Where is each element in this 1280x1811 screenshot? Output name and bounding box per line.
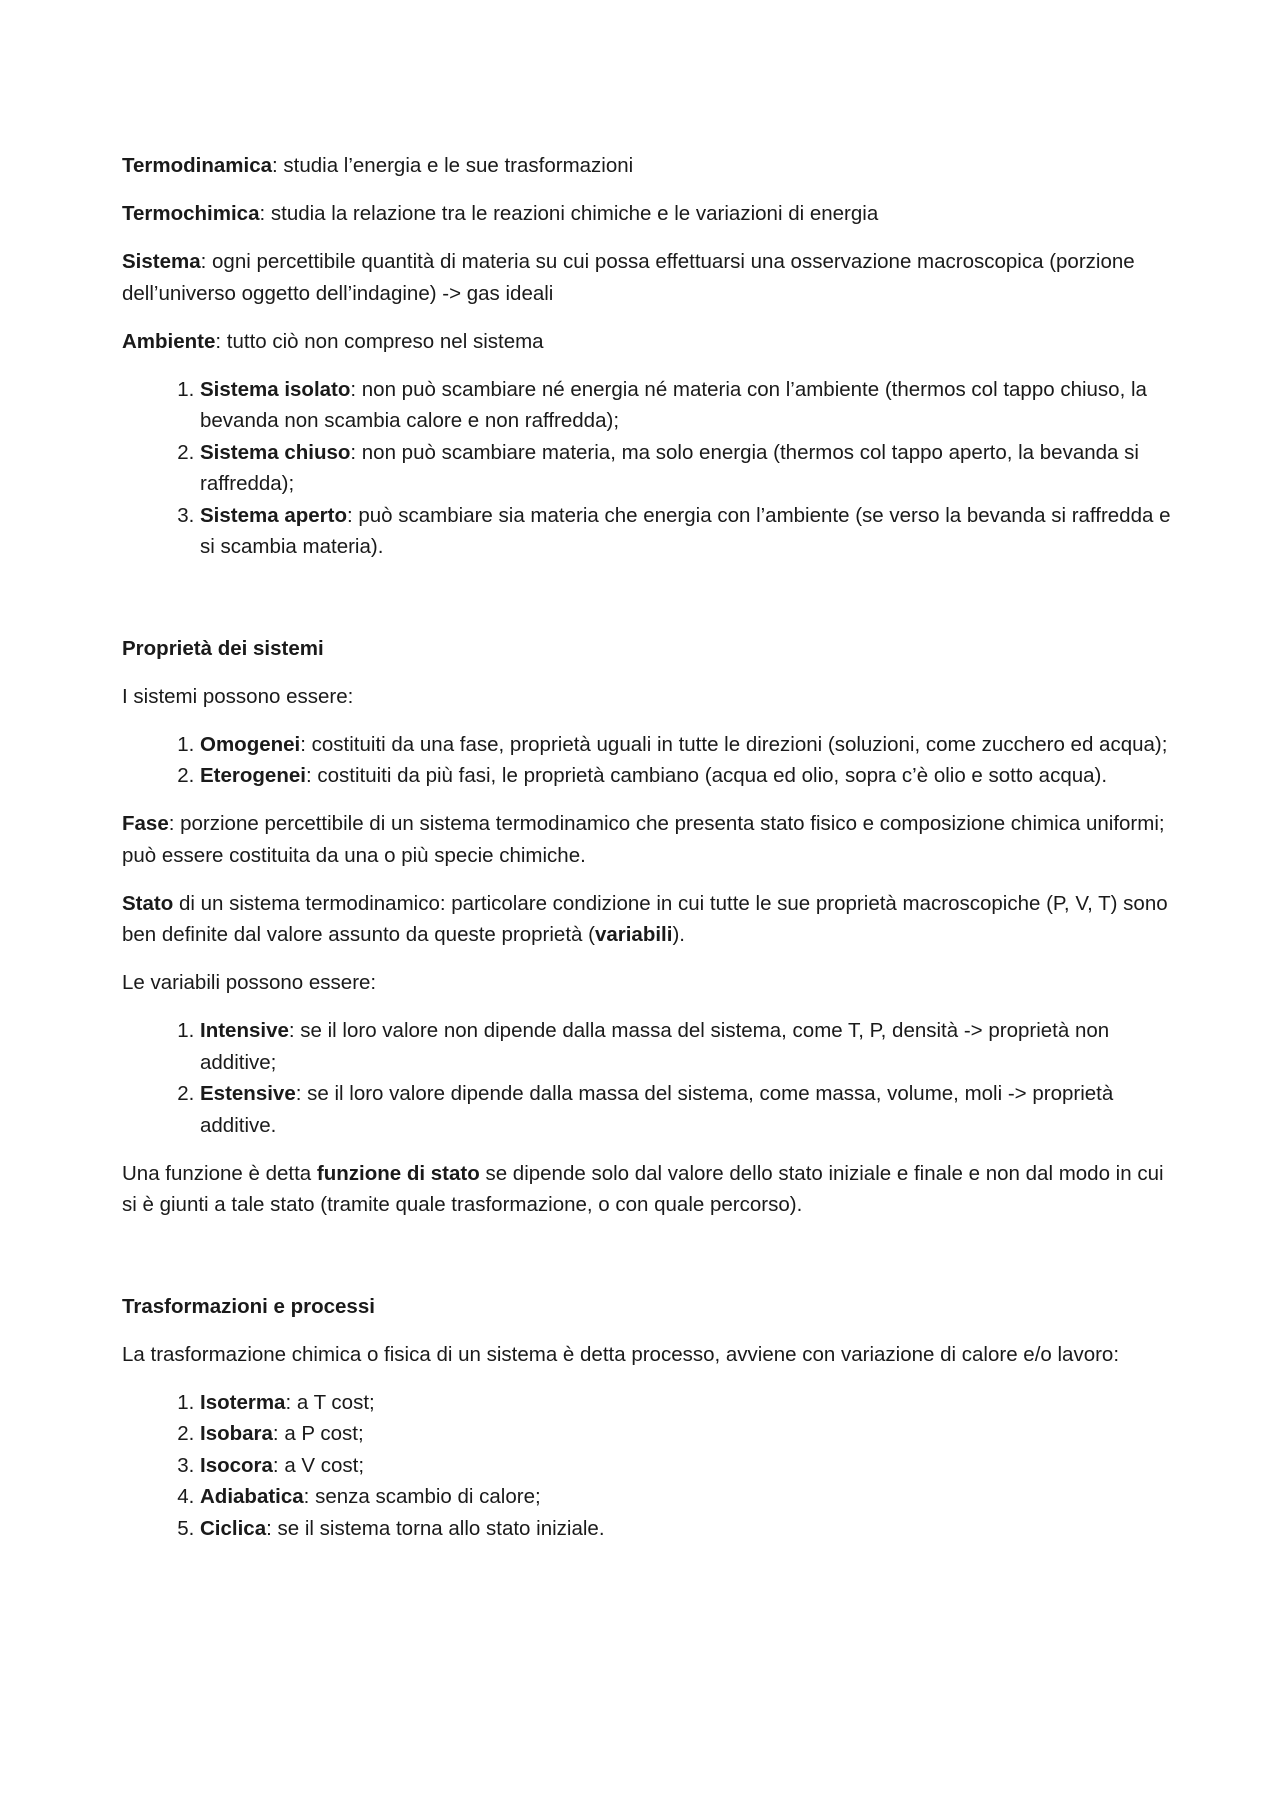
item-text: : se il loro valore dipende dalla massa del sistema, come massa, volume, moli -> proprietà additive.	[200, 1082, 1114, 1137]
term: funzione di stato	[316, 1161, 480, 1185]
term: Estensive	[200, 1082, 296, 1105]
list-item	[200, 1387, 1182, 1419]
term: Sistema aperto	[200, 503, 347, 527]
list-item	[200, 729, 1182, 761]
term: Termodinamica	[122, 154, 272, 177]
item-text: : non può scambiare né energia né materia con l’ambiente (thermos col tappo chiuso, la bevanda non scambia calore e non raffredda);	[200, 377, 1147, 432]
term: Adiabatica	[200, 1485, 304, 1508]
system-kinds-list	[122, 729, 1182, 792]
list-item	[200, 1418, 1182, 1450]
term: Sistema	[122, 250, 201, 273]
item-text: : a P cost;	[272, 1422, 364, 1445]
list-item	[200, 1015, 1182, 1078]
item-text: : costituiti da una fase, proprietà uguali in tutte le direzioni (soluzioni, come zucchero ed acqua);	[300, 732, 1168, 756]
list-item	[200, 760, 1182, 792]
definition-text: : studia la relazione tra le reazioni chimiche e le variazioni di energia	[259, 202, 879, 225]
item-text: : senza scambio di calore;	[303, 1485, 541, 1508]
item-text: : se il sistema torna allo stato iniziale.	[266, 1516, 605, 1540]
list-item	[200, 1481, 1182, 1513]
list-item	[200, 500, 1182, 563]
list-item	[200, 1078, 1182, 1141]
list-item	[200, 1513, 1182, 1545]
section-lead: La trasformazione chimica o fisica di un sistema è detta processo, avviene con variazione di calore e/o lavoro:	[122, 1342, 1120, 1366]
variables-lead: Le variabili possono essere:	[122, 971, 377, 994]
definition-text: di un sistema termodinamico: particolare condizione in cui tutte le sue proprietà macroscopiche (P, V, T) sono ben definite dal valore assunto da queste proprietà (	[122, 891, 1168, 946]
term: Ambiente	[122, 329, 216, 353]
term: Isoterma	[200, 1390, 286, 1414]
list-item	[200, 437, 1182, 500]
list-item	[200, 374, 1182, 437]
term: Sistema chiuso	[200, 440, 351, 464]
section-lead: I sistemi possono essere:	[122, 684, 354, 708]
definition-text: : porzione percettibile di un sistema termodinamico che presenta stato fisico e composizione chimica uniformi; può essere costituita da una o più specie chimiche.	[122, 812, 1165, 867]
definition-text: : studia l’energia e le sue trasformazioni	[272, 154, 634, 177]
term: Isocora	[200, 1453, 273, 1477]
item-text: : costituiti da più fasi, le proprietà cambiano (acqua ed olio, sopra c’è olio e sotto acqua).	[305, 764, 1108, 787]
transformations-list	[122, 1387, 1182, 1545]
term: Fase	[122, 812, 169, 835]
term: variabili	[594, 923, 673, 946]
definition-fase	[122, 808, 1182, 871]
variables-list	[122, 1015, 1182, 1141]
system-types-list	[122, 374, 1182, 563]
term: Termochimica	[122, 202, 260, 225]
item-text: : se il loro valore non dipende dalla massa del sistema, come T, P, densità -> proprietà non additive;	[200, 1019, 1110, 1074]
definition-text: : tutto ciò non compreso nel sistema	[215, 329, 544, 353]
definition-sistema	[122, 246, 1182, 309]
definition-text: Una funzione è detta	[122, 1161, 317, 1185]
item-text: : a T cost;	[285, 1390, 375, 1414]
definition-funzione-di-stato	[122, 1158, 1182, 1221]
definition-termochimica	[122, 198, 1182, 230]
term: Sistema isolato	[200, 377, 351, 401]
definition-stato	[122, 888, 1182, 951]
list-item	[200, 1450, 1182, 1482]
section-heading-properties: Proprietà dei sistemi	[122, 636, 324, 660]
term: Eterogenei	[200, 764, 306, 787]
term: Omogenei	[200, 732, 301, 756]
definition-text: se dipende solo dal valore dello stato iniziale e finale e non dal modo in cui si è giunti a tale stato (tramite quale trasformazione, o con quale percorso).	[122, 1161, 1164, 1216]
section-heading-transformations: Trasformazioni e processi	[122, 1294, 375, 1318]
term: Stato	[122, 891, 174, 915]
definition-text: : ogni percettibile quantità di materia su cui possa effettuarsi una osservazione macroscopica (porzione dell’universo oggetto dell’indagine) -> gas ideali	[122, 250, 1135, 305]
document-page	[122, 150, 1182, 1561]
term: Intensive	[200, 1019, 289, 1042]
definition-text: ).	[672, 923, 685, 946]
item-text: : può scambiare sia materia che energia con l’ambiente (se verso la bevanda si raffredda e si scambia materia).	[200, 503, 1171, 558]
item-text: : a V cost;	[272, 1453, 365, 1477]
term: Ciclica	[200, 1516, 267, 1540]
definition-termodinamica	[122, 150, 1182, 182]
term: Isobara	[200, 1422, 273, 1445]
item-text: : non può scambiare materia, ma solo energia (thermos col tappo aperto, la bevanda si raffredda);	[200, 440, 1139, 495]
definition-ambiente	[122, 326, 1182, 358]
